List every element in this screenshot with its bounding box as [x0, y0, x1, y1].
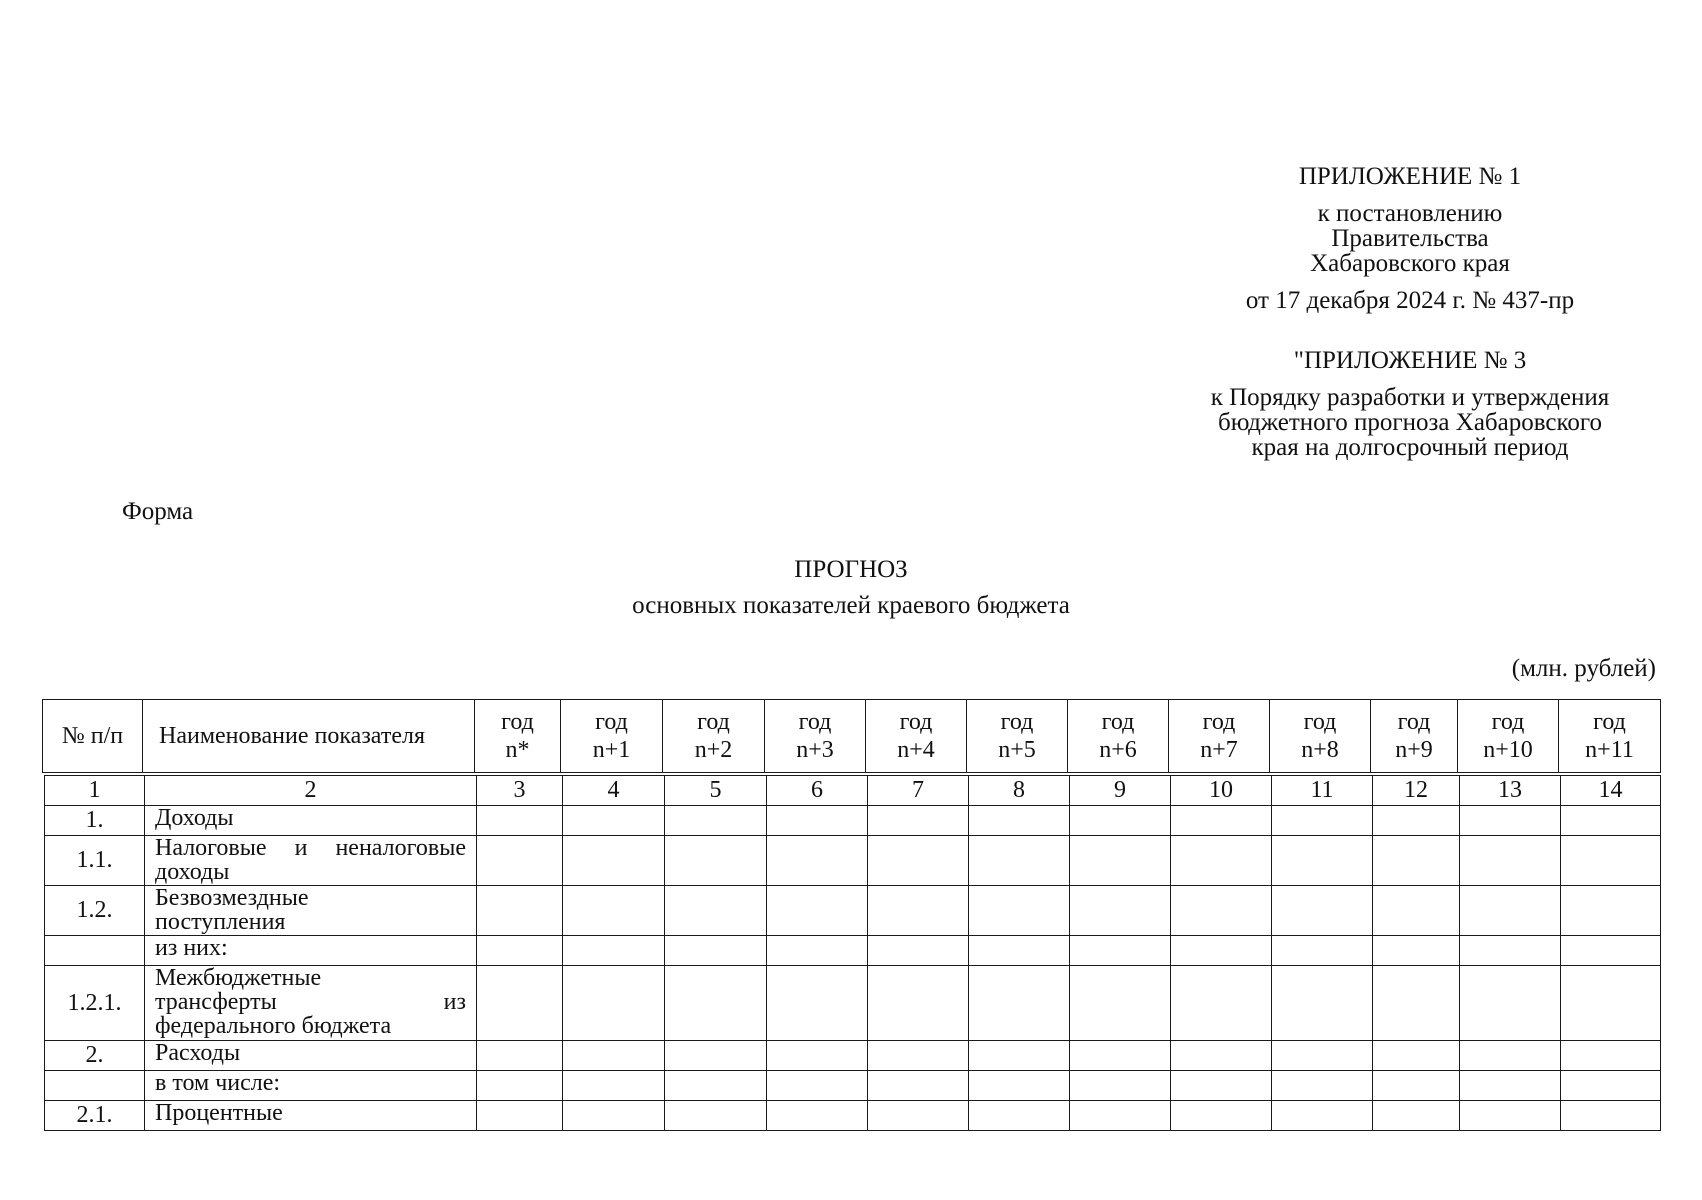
value-cell: [868, 886, 969, 936]
value-cell: [767, 1041, 868, 1071]
value-cell: [1460, 836, 1561, 886]
value-cell: [665, 836, 767, 886]
value-cell: [1171, 936, 1272, 966]
value-cell: [868, 1071, 969, 1101]
appendix3-block: [1160, 348, 1660, 460]
value-cell: [477, 1041, 563, 1071]
value-cell: [1171, 806, 1272, 836]
row-number: 1.: [45, 806, 145, 836]
table-row: [45, 966, 1661, 1041]
table-row: [45, 1041, 1661, 1071]
value-cell: [665, 886, 767, 936]
value-cell: [1272, 1101, 1373, 1131]
header-year: год n+11: [1559, 700, 1661, 773]
value-cell: [477, 1071, 563, 1101]
appendix3-line: к Порядку разработки и утверждения: [1210, 384, 1610, 411]
header-year: год n+2: [663, 700, 765, 773]
value-cell: [1460, 966, 1561, 1041]
value-cell: [767, 886, 868, 936]
approval-date-line: от 17 декабря 2024 г. № 437-пр: [1245, 287, 1575, 314]
value-cell: [563, 1041, 665, 1071]
row-number: 2.1.: [45, 1101, 145, 1131]
value-cell: [563, 886, 665, 936]
value-cell: [1171, 1101, 1272, 1131]
header-year: год n+1: [561, 700, 663, 773]
value-cell: [563, 966, 665, 1041]
value-cell: [1460, 1041, 1561, 1071]
column-number: 2: [145, 776, 477, 806]
value-cell: [1561, 966, 1661, 1041]
value-cell: [1561, 1071, 1661, 1101]
column-number: 8: [969, 776, 1070, 806]
value-cell: [1460, 1071, 1561, 1101]
value-cell: [868, 936, 969, 966]
table-row: [45, 806, 1661, 836]
value-cell: [1070, 886, 1171, 936]
value-cell: [1373, 966, 1460, 1041]
value-cell: [1272, 1071, 1373, 1101]
value-cell: [665, 966, 767, 1041]
value-cell: [1460, 1101, 1561, 1131]
value-cell: [665, 1041, 767, 1071]
value-cell: [1272, 936, 1373, 966]
value-cell: [969, 966, 1070, 1041]
value-cell: [1070, 836, 1171, 886]
column-number: 10: [1171, 776, 1272, 806]
form-label: Форма: [122, 498, 194, 525]
row-name: из них:: [145, 936, 477, 966]
value-cell: [868, 966, 969, 1041]
table-row: [45, 1071, 1661, 1101]
value-cell: [868, 1041, 969, 1071]
value-cell: [767, 966, 868, 1041]
value-cell: [563, 836, 665, 886]
header-name: Наименование показателя: [143, 700, 475, 773]
column-number: 14: [1561, 776, 1661, 806]
value-cell: [969, 936, 1070, 966]
row-name: Налоговые и неналоговые доходы: [145, 836, 477, 886]
value-cell: [1460, 886, 1561, 936]
value-cell: [1070, 966, 1171, 1041]
table-row: [45, 936, 1661, 966]
header-year: год n*: [475, 700, 561, 773]
approval-line: Правительства: [1331, 225, 1489, 252]
row-name: Межбюджетные трансферты из федерального бюджета: [145, 966, 477, 1041]
value-cell: [477, 806, 563, 836]
value-cell: [1373, 806, 1460, 836]
value-cell: [477, 836, 563, 886]
header-year: год n+3: [765, 700, 866, 773]
table-row: [45, 886, 1661, 936]
value-cell: [767, 1071, 868, 1101]
value-cell: [1272, 836, 1373, 886]
value-cell: [767, 1101, 868, 1131]
row-name: Процентные: [145, 1101, 477, 1131]
value-cell: [1272, 1041, 1373, 1071]
value-cell: [1373, 836, 1460, 886]
value-cell: [1561, 806, 1661, 836]
document-subtitle: основных показателей краевого бюджета: [632, 592, 1070, 619]
value-cell: [1272, 806, 1373, 836]
value-cell: [1070, 1101, 1171, 1131]
appendix3-line: бюджетного прогноза Хабаровского: [1217, 409, 1603, 436]
document-title: ПРОГНОЗ: [794, 556, 908, 583]
value-cell: [477, 1101, 563, 1131]
value-cell: [868, 806, 969, 836]
value-cell: [868, 836, 969, 886]
header-year: год n+9: [1371, 700, 1458, 773]
value-cell: [477, 936, 563, 966]
table-row: [45, 1101, 1661, 1131]
row-number: 1.2.1.: [45, 966, 145, 1041]
value-cell: [767, 936, 868, 966]
header-num: № п/п: [43, 700, 143, 773]
value-cell: [767, 806, 868, 836]
forecast-table-header: [42, 699, 1661, 773]
value-cell: [1561, 886, 1661, 936]
value-cell: [1373, 1041, 1460, 1071]
column-number: 13: [1460, 776, 1561, 806]
row-number: 2.: [45, 1041, 145, 1071]
header-year: год n+5: [967, 700, 1068, 773]
value-cell: [1460, 936, 1561, 966]
approval-block: [1200, 164, 1620, 313]
value-cell: [665, 1101, 767, 1131]
column-number: 5: [665, 776, 767, 806]
column-number: 12: [1373, 776, 1460, 806]
value-cell: [1460, 806, 1561, 836]
value-cell: [1171, 966, 1272, 1041]
column-number: 6: [767, 776, 868, 806]
value-cell: [563, 806, 665, 836]
value-cell: [563, 936, 665, 966]
header-year: год n+10: [1458, 700, 1559, 773]
approval-line: к постановлению: [1317, 200, 1503, 227]
row-number: 1.2.: [45, 886, 145, 936]
row-number: [45, 936, 145, 966]
value-cell: [1373, 1101, 1460, 1131]
value-cell: [969, 836, 1070, 886]
value-cell: [665, 806, 767, 836]
column-number: 9: [1070, 776, 1171, 806]
value-cell: [1272, 886, 1373, 936]
row-number: 1.1.: [45, 836, 145, 886]
column-number: 7: [868, 776, 969, 806]
value-cell: [969, 1101, 1070, 1131]
value-cell: [969, 1041, 1070, 1071]
value-cell: [1561, 1101, 1661, 1131]
value-cell: [563, 1101, 665, 1131]
column-number: 3: [477, 776, 563, 806]
row-name: Доходы: [145, 806, 477, 836]
value-cell: [1272, 966, 1373, 1041]
value-cell: [1373, 936, 1460, 966]
value-cell: [1561, 936, 1661, 966]
appendix3-heading: "ПРИЛОЖЕНИЕ № 3: [1293, 347, 1527, 374]
value-cell: [563, 1071, 665, 1101]
column-number-row: [45, 776, 1661, 806]
approval-heading: ПРИЛОЖЕНИЕ № 1: [1298, 163, 1522, 190]
value-cell: [868, 1101, 969, 1131]
column-number: 11: [1272, 776, 1373, 806]
value-cell: [1373, 1071, 1460, 1101]
value-cell: [1070, 936, 1171, 966]
value-cell: [1171, 886, 1272, 936]
value-cell: [665, 1071, 767, 1101]
row-number: [45, 1071, 145, 1101]
appendix3-line: края на долгосрочный период: [1251, 434, 1569, 461]
value-cell: [1070, 1041, 1171, 1071]
column-number: 1: [45, 776, 145, 806]
value-cell: [1171, 1071, 1272, 1101]
row-name: Безвозмездные поступления: [145, 886, 477, 936]
header-year: год n+6: [1068, 700, 1169, 773]
value-cell: [1171, 836, 1272, 886]
value-cell: [1070, 806, 1171, 836]
value-cell: [1561, 1041, 1661, 1071]
value-cell: [969, 806, 1070, 836]
value-cell: [477, 966, 563, 1041]
header-row: [43, 700, 1661, 773]
value-cell: [1561, 836, 1661, 886]
header-year: год n+8: [1270, 700, 1371, 773]
row-name: Расходы: [145, 1041, 477, 1071]
value-cell: [1373, 886, 1460, 936]
header-year: год n+4: [866, 700, 967, 773]
value-cell: [969, 886, 1070, 936]
value-cell: [1070, 1071, 1171, 1101]
value-cell: [969, 1071, 1070, 1101]
forecast-table-body: [44, 775, 1661, 1131]
header-year: год n+7: [1169, 700, 1270, 773]
value-cell: [1171, 1041, 1272, 1071]
table-row: [45, 836, 1661, 886]
value-cell: [477, 886, 563, 936]
row-name: в том числе:: [145, 1071, 477, 1101]
units-label: (млн. рублей): [1511, 655, 1656, 682]
column-number: 4: [563, 776, 665, 806]
approval-line: Хабаровского края: [1310, 250, 1510, 277]
value-cell: [767, 836, 868, 886]
value-cell: [665, 936, 767, 966]
